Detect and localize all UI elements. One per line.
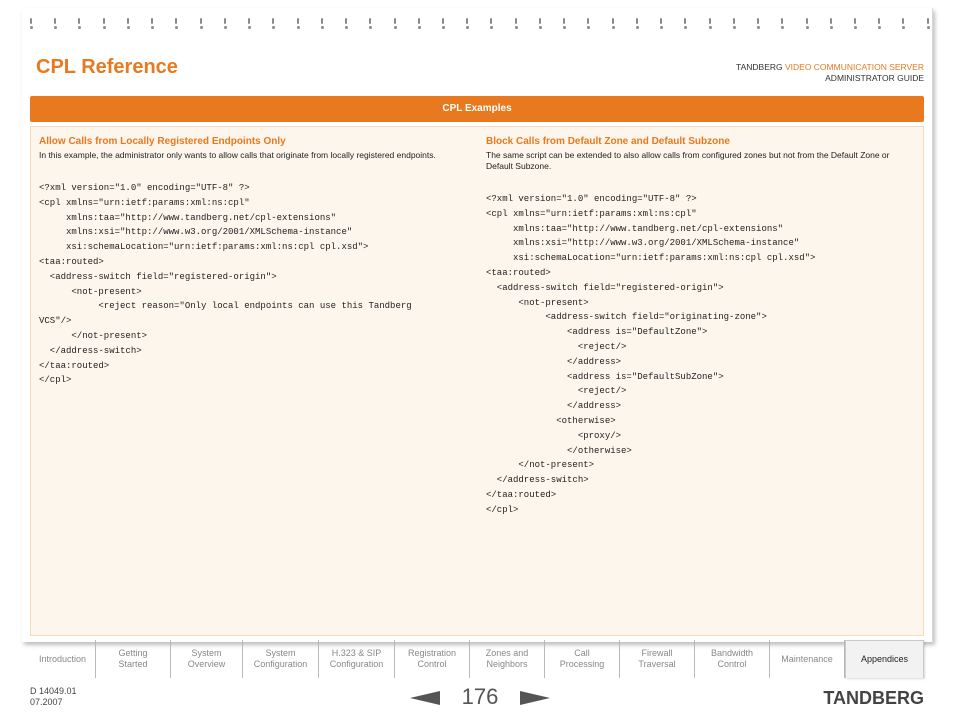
code-line: <address-switch field="originating-zone"> <box>486 312 767 323</box>
tab-system-configuration[interactable]: System Configuration <box>243 640 319 678</box>
code-line: xmlns:taa="http://www.tandberg.net/cpl-extensions" <box>486 223 784 234</box>
code-line: <otherwise> <box>486 415 616 426</box>
binder-rings <box>30 18 930 32</box>
binder-ring-icon <box>224 18 227 30</box>
binder-ring-icon <box>175 18 178 30</box>
chapter-tabs <box>30 640 924 680</box>
code-line: <address-switch field="registered-origin"> <box>39 271 277 282</box>
tab-introduction[interactable]: Introduction <box>30 640 96 678</box>
binder-ring-icon <box>418 18 421 30</box>
code-line: xmlns:xsi="http://www.w3.org/2001/XMLSchema-instance" <box>39 227 353 238</box>
binder-ring-icon <box>490 18 493 30</box>
code-line: </taa:routed> <box>486 489 557 500</box>
binder-ring-icon <box>660 18 663 30</box>
code-line: <address is="DefaultSubZone"> <box>486 371 724 382</box>
binder-ring-icon <box>30 18 33 30</box>
brand-product: VIDEO COMMUNICATION SERVER <box>784 62 924 72</box>
binder-ring-icon <box>806 18 809 30</box>
binder-ring-icon <box>563 18 566 30</box>
binder-ring-icon <box>587 18 590 30</box>
code-line: <reject/> <box>486 341 627 352</box>
content-panel <box>30 126 924 636</box>
document-id: D 14049.01 <box>30 686 77 696</box>
tab-h-323-sip-configuration[interactable]: H.323 & SIP Configuration <box>319 640 395 678</box>
tab-registration-control[interactable]: Registration Control <box>395 640 470 678</box>
binder-ring-icon <box>321 18 324 30</box>
binder-ring-icon <box>345 18 348 30</box>
section-title-bar: CPL Examples <box>30 96 924 122</box>
code-line: xmlns:taa="http://www.tandberg.net/cpl-extensions" <box>39 212 337 223</box>
page-title: CPL Reference <box>36 56 178 78</box>
binder-ring-icon <box>709 18 712 30</box>
binder-ring-icon <box>612 18 615 30</box>
binder-ring-icon <box>757 18 760 30</box>
binder-ring-icon <box>854 18 857 30</box>
binder-ring-icon <box>369 18 372 30</box>
left-intro: In this example, the administrator only wants to allow calls that originate from locally registered endpoints. <box>39 150 436 160</box>
tab-maintenance[interactable]: Maintenance <box>770 640 845 678</box>
left-code-block <box>39 181 469 388</box>
binder-ring-icon <box>297 18 300 30</box>
binder-ring-icon <box>878 18 881 30</box>
code-line: <?xml version="1.0" encoding="UTF-8" ?> <box>486 194 697 204</box>
code-line: <reject reason="Only local endpoints can use this Tandberg <box>39 301 412 312</box>
page-navigator <box>410 683 550 711</box>
binder-ring-icon <box>127 18 130 30</box>
right-code-block <box>486 192 916 518</box>
binder-ring-icon <box>927 18 930 30</box>
left-heading: Allow Calls from Locally Registered Endpoints Only <box>39 136 286 147</box>
code-line: <not-present> <box>39 286 142 297</box>
page-number: 176 <box>461 684 499 709</box>
document-info <box>30 686 77 708</box>
code-line: </address-switch> <box>39 345 142 356</box>
code-line: </taa:routed> <box>39 360 110 371</box>
left-column <box>39 135 469 388</box>
tandberg-logo: TANDBERG <box>823 688 924 708</box>
binder-ring-icon <box>466 18 469 30</box>
binder-ring-icon <box>684 18 687 30</box>
code-line: xmlns:xsi="http://www.w3.org/2001/XMLSchema-instance" <box>486 238 800 249</box>
document-date: 07.2007 <box>30 697 63 707</box>
code-line: <proxy/> <box>486 430 622 441</box>
binder-ring-icon <box>103 18 106 30</box>
tab-call-processing[interactable]: Call Processing <box>545 640 620 678</box>
code-line: <cpl xmlns="urn:ietf:params:xml:ns:cpl" <box>486 208 697 219</box>
code-line: <taa:routed> <box>486 267 551 278</box>
code-line: </otherwise> <box>486 445 632 456</box>
code-line: </cpl> <box>486 504 519 515</box>
code-line: <?xml version="1.0" encoding="UTF-8" ?> <box>39 183 250 193</box>
binder-ring-icon <box>200 18 203 30</box>
tab-appendices[interactable]: Appendices <box>845 640 924 678</box>
code-line: xsi:schemaLocation="urn:ietf:params:xml:ns:cpl cpl.xsd"> <box>39 242 369 253</box>
code-line: <taa:routed> <box>39 256 104 267</box>
binder-ring-icon <box>902 18 905 30</box>
right-column <box>486 135 916 518</box>
binder-ring-icon <box>394 18 397 30</box>
code-line: </not-present> <box>486 460 595 471</box>
tab-bandwidth-control[interactable]: Bandwidth Control <box>695 640 770 678</box>
tab-zones-and-neighbors[interactable]: Zones and Neighbors <box>470 640 545 678</box>
binder-ring-icon <box>78 18 81 30</box>
next-page-arrow-icon[interactable] <box>520 691 550 705</box>
code-line: </address> <box>486 356 622 367</box>
tab-system-overview[interactable]: System Overview <box>171 640 243 678</box>
code-line: VCS"/> <box>39 316 72 327</box>
binder-ring-icon <box>539 18 542 30</box>
binder-ring-icon <box>781 18 784 30</box>
code-line: <address is="DefaultZone"> <box>486 327 708 338</box>
binder-ring-icon <box>151 18 154 30</box>
binder-ring-icon <box>54 18 57 30</box>
right-intro: The same script can be extended to also allow calls from configured zones but not from the Default Zone or Default Subzone. <box>486 150 890 171</box>
binder-ring-icon <box>442 18 445 30</box>
binder-ring-icon <box>636 18 639 30</box>
brand-name: TANDBERG <box>736 62 785 72</box>
brand-guide: ADMINISTRATOR GUIDE <box>825 73 924 83</box>
code-line: </address> <box>486 401 622 412</box>
binder-ring-icon <box>830 18 833 30</box>
code-line: </not-present> <box>39 330 148 341</box>
binder-ring-icon <box>248 18 251 30</box>
code-line: xsi:schemaLocation="urn:ietf:params:xml:ns:cpl cpl.xsd"> <box>486 253 816 264</box>
brand-header <box>736 62 924 84</box>
code-line: <reject/> <box>486 386 627 397</box>
code-line: <cpl xmlns="urn:ietf:params:xml:ns:cpl" <box>39 197 250 208</box>
tab-firewall-traversal[interactable]: Firewall Traversal <box>620 640 695 678</box>
code-line: </cpl> <box>39 375 72 386</box>
right-heading: Block Calls from Default Zone and Default Subzone <box>486 136 730 147</box>
tab-getting-started[interactable]: Getting Started <box>96 640 171 678</box>
code-line: </address-switch> <box>486 475 589 486</box>
binder-ring-icon <box>733 18 736 30</box>
binder-ring-icon <box>272 18 275 30</box>
binder-ring-icon <box>515 18 518 30</box>
code-line: <not-present> <box>486 297 589 308</box>
code-line: <address-switch field="registered-origin"> <box>486 282 724 293</box>
